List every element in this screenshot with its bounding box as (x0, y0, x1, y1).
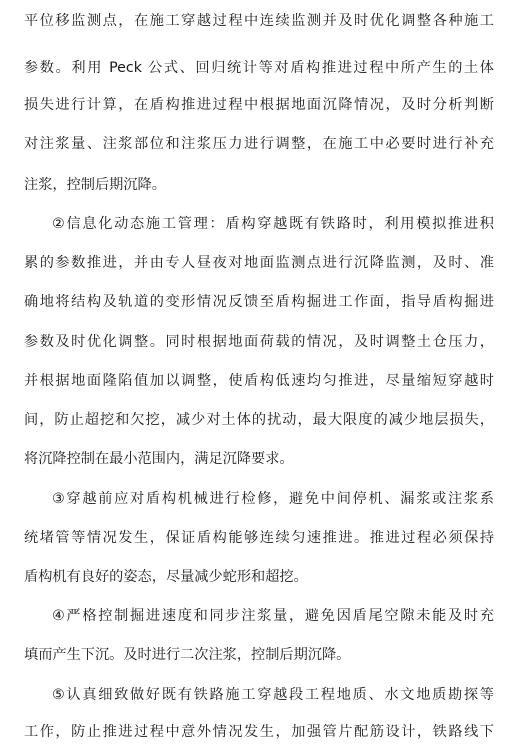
paragraph-1-line-1: 平位移监测点，在施工穿越过程中连续监测并及时优化调整各种施工 (24, 13, 494, 29)
paragraph-2-line-4: 参数及时优化调整。同时根据地面荷载的情况，及时调整土仓压力， (24, 334, 494, 350)
paragraph-3-line-1: ③穿越前应对盾构机械进行检修，避免中间停机、漏浆或注浆系 (52, 491, 494, 507)
paragraph-3-line-2: 统堵管等情况发生，保证盾构能够连续匀速推进。推进过程必须保持 (24, 530, 494, 546)
paragraph-1-line-3: 损失进行计算，在盾构推进过程中根据地面沉降情况，及时分析判断 (24, 97, 494, 113)
paragraph-1-line-5: 注浆，控制后期沉降。 (24, 177, 166, 193)
paragraph-2-line-1: ②信息化动态施工管理：盾构穿越既有铁路时，利用模拟推进积 (52, 216, 494, 232)
paragraph-2-line-5: 并根据地面隆陷值加以调整，使盾构低速均匀推进，尽量缩短穿越时 (24, 373, 494, 389)
paragraph-2-line-2: 累的参数推进，并由专人昼夜对地面监测点进行沉降监测，及时、准 (24, 255, 494, 271)
paragraph-4-line-2: 填而产生下沉。及时进行二次注浆，控制后期沉降。 (24, 647, 351, 663)
paragraph-5-line-2: 工作，防止推进过程中意外情况发生，加强管片配筋设计，铁路线下 (24, 724, 494, 740)
paragraph-2-line-6: 间，防止超挖和欠挖，减少对土体的扰动，最大限度的减少地层损失， (24, 412, 494, 428)
paragraph-2-line-7: 将沉降控制在最小范围内，满足沉降要求。 (24, 451, 294, 467)
paragraph-1-line-2: 参数。利用 Peck 公式、回归统计等对盾构推进过程中所产生的土体 (24, 60, 494, 76)
paragraph-3-line-3: 盾构机有良好的姿态，尽量减少蛇形和超挖。 (24, 569, 308, 585)
paragraph-5-line-1: ⑤认真细致做好既有铁路施工穿越段工程地质、水文地质勘探等 (52, 687, 494, 703)
paragraph-2-line-3: 确地将结构及轨道的变形情况反馈至盾构掘进工作面，指导盾构掘进 (24, 294, 494, 310)
paragraph-4-line-1: ④严格控制掘进速度和同步注浆量，避免因盾尾空隙未能及时充 (52, 608, 494, 624)
paragraph-1-line-4: 对注浆量、注浆部位和注浆压力进行调整，在施工中必要时进行补充 (24, 136, 494, 152)
